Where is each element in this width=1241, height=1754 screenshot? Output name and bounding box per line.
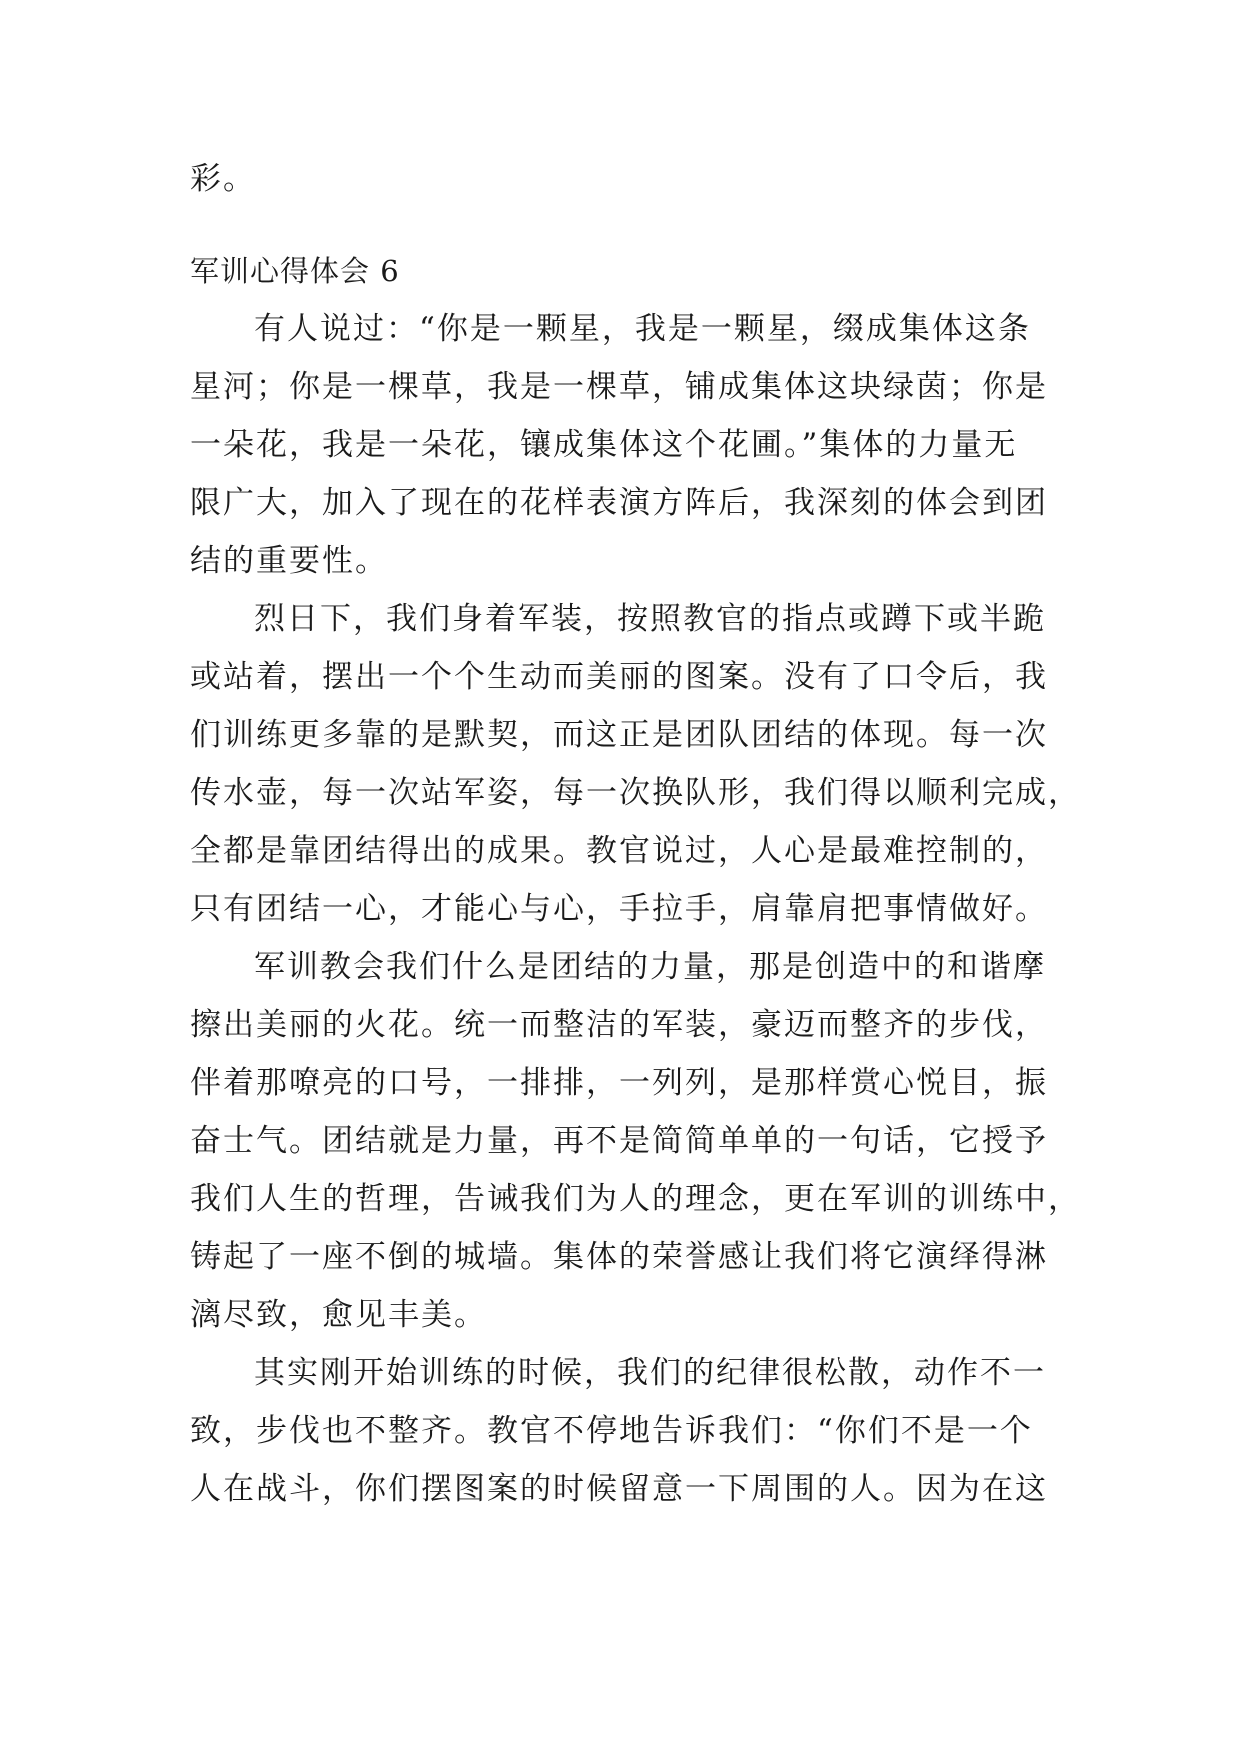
paragraph-line: 我们人生的哲理，告诫我们为人的理念，更在军训的训练中， [190, 1181, 1081, 1217]
paragraph-line: 只有团结一心，才能心与心，手拉手，肩靠肩把事情做好。 [190, 891, 1048, 927]
document-body [190, 150, 1081, 1518]
paragraph-line: 致，步伐也不整齐。教官不停地告诉我们：“你们不是一个 [190, 1413, 1033, 1449]
paragraph-1 [190, 300, 1050, 590]
paragraph-line: 烈日下，我们身着军装，按照教官的指点或蹲下或半跪 [254, 601, 1046, 637]
paragraph-line: 擦出美丽的火花。统一而整洁的军装，豪迈而整齐的步伐， [190, 1007, 1048, 1043]
paragraph-line: 有人说过：“你是一颗星，我是一颗星，缀成集体这条 [254, 311, 1031, 347]
paragraph-line: 或站着，摆出一个个生动而美丽的图案。没有了口令后，我 [190, 659, 1048, 695]
paragraph-line: 铸起了一座不倒的城墙。集体的荣誉感让我们将它演绎得淋 [190, 1239, 1048, 1275]
paragraph-line: 们训练更多靠的是默契，而这正是团队团结的体现。每一次 [190, 717, 1048, 753]
paragraph-line: 结的重要性。 [190, 543, 388, 579]
paragraph-line: 限广大，加入了现在的花样表演方阵后，我深刻的体会到团 [190, 485, 1048, 521]
paragraph-line: 一朵花，我是一朵花，镶成集体这个花圃。”集体的力量无 [190, 427, 1018, 463]
paragraph-line: 人在战斗，你们摆图案的时候留意一下周围的人。因为在这 [190, 1471, 1048, 1507]
paragraph-line: 其实刚开始训练的时候，我们的纪律很松散，动作不一 [254, 1355, 1046, 1391]
paragraph-line: 传水壶，每一次站军姿，每一次换队形，我们得以顺利完成， [190, 775, 1081, 811]
paragraph-2 [190, 590, 1081, 938]
section-gap [190, 208, 1050, 242]
paragraph-line: 星河；你是一棵草，我是一棵草，铺成集体这块绿茵；你是 [190, 369, 1048, 405]
paragraph-line: 漓尽致，愈见丰美。 [190, 1297, 487, 1333]
paragraph-line: 军训教会我们什么是团结的力量，那是创造中的和谐摩 [254, 949, 1046, 985]
continuation-fragment: 彩。 [190, 161, 256, 197]
paragraph-line: 全都是靠团结得出的成果。教官说过，人心是最难控制的， [190, 833, 1048, 869]
paragraph-line: 奋士气。团结就是力量，再不是简简单单的一句话，它授予 [190, 1123, 1048, 1159]
paragraph-line: 伴着那嘹亮的口号，一排排，一列列，是那样赏心悦目，振 [190, 1065, 1048, 1101]
section-heading: 军训心得体会 6 [190, 254, 400, 288]
paragraph-3 [190, 938, 1081, 1344]
paragraph-4 [190, 1344, 1050, 1518]
